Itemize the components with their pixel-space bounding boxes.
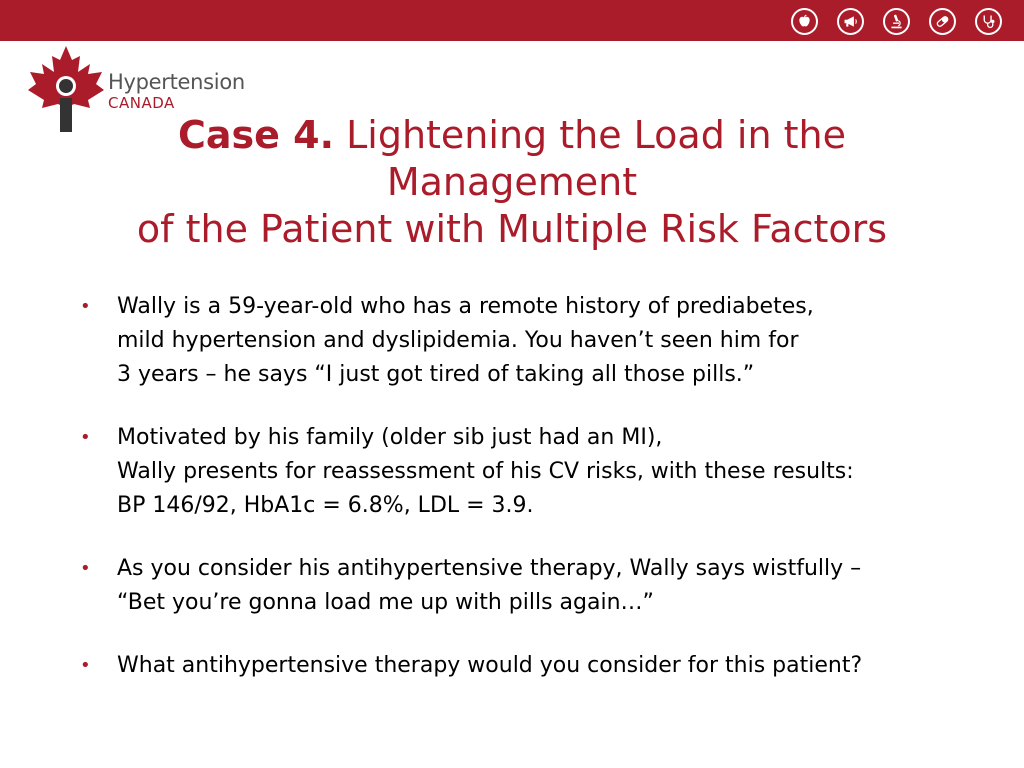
bullet-line: Motivated by his family (older sib just had an MI), [117, 425, 663, 450]
bullet-list [80, 290, 960, 683]
bullet-item [80, 421, 960, 523]
bullet-line: As you consider his antihypertensive therapy, Wally says wistfully – [117, 556, 862, 581]
slide-title [60, 112, 964, 253]
bullet-line: 3 years – he says “I just got tired of taking all those pills.” [117, 362, 755, 387]
logo-wordmark-line1: Hypertension [108, 70, 245, 94]
stethoscope-icon[interactable] [975, 8, 1002, 35]
bullet-marker: • [80, 427, 91, 448]
microscope-icon[interactable] [883, 8, 910, 35]
header-icon-row [791, 6, 1002, 36]
bullet-item [80, 552, 960, 620]
title-line-3: of the Patient with Multiple Risk Factors [136, 207, 888, 251]
bullet-item [80, 649, 960, 683]
case-label: Case 4. [177, 113, 335, 157]
bullet-marker: • [80, 296, 91, 317]
bullet-line: mild hypertension and dyslipidemia. You haven’t seen him for [117, 328, 799, 353]
bullet-marker: • [80, 558, 91, 579]
bullet-line: BP 146/92, HbA1c = 6.8%, LDL = 3.9. [117, 493, 534, 518]
title-line-1 [60, 112, 964, 159]
header-bar [0, 0, 1024, 41]
title-line-1-rest: Lightening the Load in the [334, 113, 846, 157]
megaphone-icon[interactable] [837, 8, 864, 35]
pill-icon[interactable] [929, 8, 956, 35]
bullet-line: Wally presents for reassessment of his CV risks, with these results: [117, 459, 854, 484]
bullet-line: “Bet you’re gonna load me up with pills again…” [117, 590, 654, 615]
title-line-2: Management [386, 160, 638, 204]
logo-wordmark-line2: CANADA [108, 94, 175, 112]
bullet-line: Wally is a 59-year-old who has a remote history of prediabetes, [117, 294, 814, 319]
bullet-line: What antihypertensive therapy would you consider for this patient? [117, 653, 863, 678]
apple-icon[interactable] [791, 8, 818, 35]
bullet-marker: • [80, 655, 91, 676]
bullet-item [80, 290, 960, 392]
